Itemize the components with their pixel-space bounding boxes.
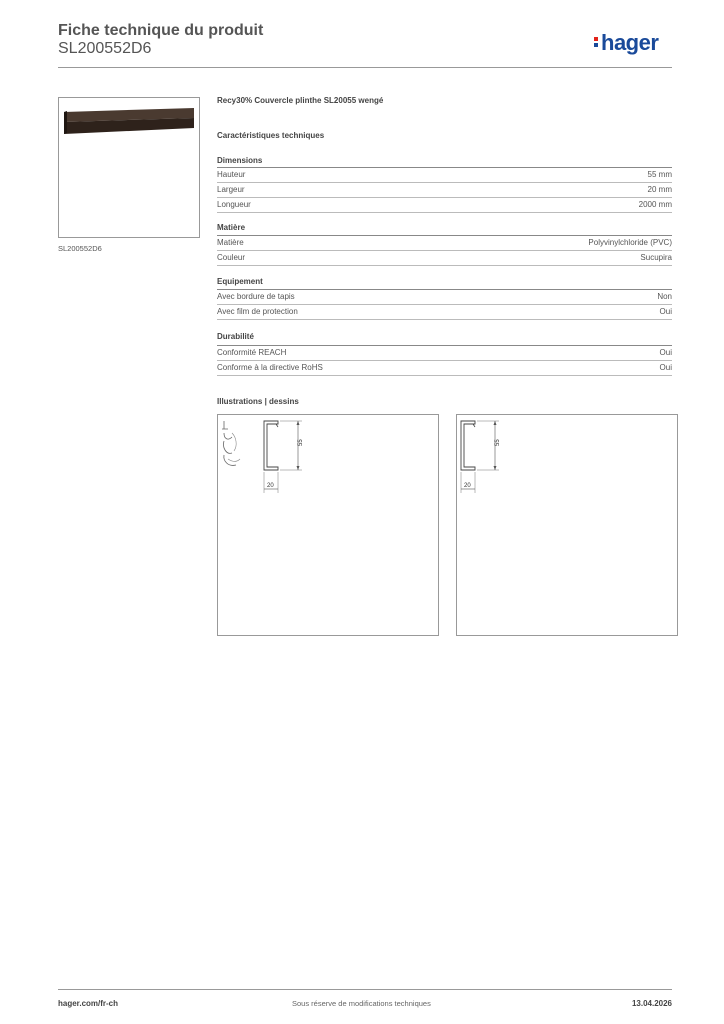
- spec-value: Polyvinylchloride (PVC): [588, 238, 672, 247]
- spec-row: [217, 346, 672, 361]
- image-caption: SL200552D6: [58, 244, 102, 253]
- footer-divider: [58, 989, 672, 990]
- spec-row: [217, 198, 672, 213]
- logo-text: hager: [601, 30, 659, 55]
- height-dimension-label: 55: [495, 439, 501, 446]
- footer-date: 13.04.2026: [631, 999, 672, 1008]
- spec-row: [217, 168, 672, 183]
- footer-website-link[interactable]: hager.com/fr-ch: [58, 999, 119, 1008]
- product-reference: SL200552D6: [58, 40, 152, 57]
- technical-drawing-1: [217, 414, 439, 636]
- spec-label: Avec film de protection: [217, 307, 298, 316]
- width-dimension-label: 20: [464, 483, 471, 489]
- spec-label: Matière: [217, 238, 244, 247]
- spec-value: 2000 mm: [638, 200, 672, 209]
- spec-label: Largeur: [217, 185, 245, 194]
- spec-value: Oui: [659, 363, 672, 372]
- section-title-durabilite: Durabilité: [217, 332, 254, 341]
- spec-row: [217, 251, 672, 266]
- spec-row: [217, 183, 672, 198]
- section-title-dimensions: Dimensions: [217, 156, 263, 165]
- spec-row: [217, 361, 672, 376]
- spec-label: Hauteur: [217, 170, 246, 179]
- spec-heading: Caractéristiques techniques: [217, 131, 325, 140]
- spec-value: 55 mm: [647, 170, 672, 179]
- spec-row: [217, 290, 672, 305]
- logo-colon-icon: [594, 35, 598, 49]
- section-title-matiere: Matière: [217, 223, 246, 232]
- product-photo-illustration: [59, 98, 199, 237]
- spec-value: Oui: [659, 307, 672, 316]
- spec-value: Sucupira: [640, 253, 672, 262]
- technical-drawing-2: [456, 414, 678, 636]
- drawing-2-svg: [457, 415, 677, 635]
- spec-label: Couleur: [217, 253, 246, 262]
- spec-value: Non: [657, 292, 672, 301]
- hager-logo: [594, 30, 658, 56]
- section-title-equipement: Equipement: [217, 277, 263, 286]
- page-title: Fiche technique du produit: [58, 22, 264, 39]
- product-image: [58, 97, 200, 238]
- spec-row: [217, 236, 672, 251]
- drawing-1-svg: [218, 415, 438, 635]
- height-dimension-label: 55: [298, 439, 304, 446]
- spec-label: Conforme à la directive RoHS: [217, 363, 323, 372]
- product-name: Recy30% Couvercle plinthe SL20055 wengé: [217, 96, 384, 105]
- spec-value: Oui: [659, 348, 672, 357]
- header-divider: [58, 67, 672, 68]
- spec-value: 20 mm: [647, 185, 672, 194]
- footer-notice: Sous réserve de modifications techniques: [292, 999, 431, 1008]
- illustrations-heading: Illustrations | dessins: [217, 397, 299, 406]
- spec-label: Avec bordure de tapis: [217, 292, 295, 301]
- spec-label: Longueur: [217, 200, 251, 209]
- spec-row: [217, 305, 672, 320]
- spec-label: Conformité REACH: [217, 348, 287, 357]
- width-dimension-label: 20: [267, 483, 274, 489]
